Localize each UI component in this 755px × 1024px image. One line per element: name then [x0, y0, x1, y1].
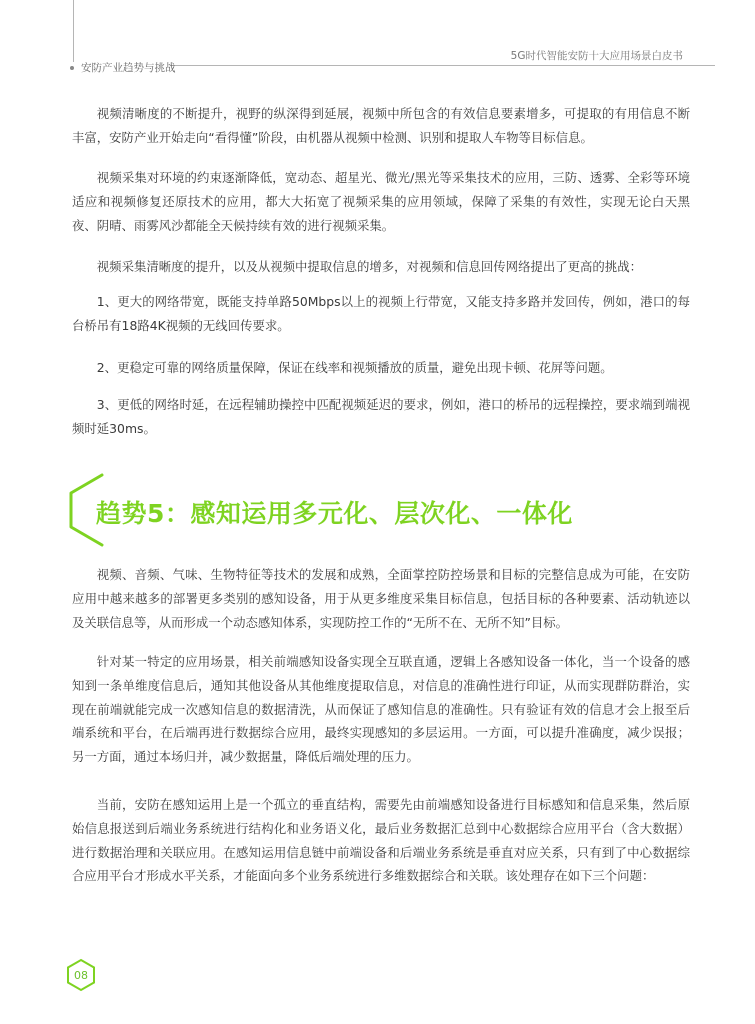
document-title: 5G时代智能安防十大应用场景白皮书 [510, 50, 683, 62]
body-paragraph: 针对某一特定的应用场景，相关前端感知设备实现全互联直通，逻辑上各感知设备一体化，当一个设备的感知到一条单维度信息后，通知其他设备从其他维度提取信息，对信息的准确性进行印证，从而实现群防群治，实现在前端就能完成一次感知信息的数据清洗，从而保证了感知信息的准确性。只有验证有效的信息才会上报至后端系统和平台，在后端再进行数据综合应用，最终实现感知的多层运用。一方面，可以提升准确度，减少误报；另一方面，通过本场归并，减少数据量，降低后端处理的压力。 [72, 654, 690, 765]
list-item: 2、更稳定可靠的网络质量保障，保证在线率和视频播放的质量，避免出现卡顿、花屏等问题。 [96, 360, 613, 375]
body-paragraph: 视频采集对环境的约束逐渐降低，宽动态、超星光、微光/黑光等采集技术的应用，三防、透雾、全彩等环境适应和视频修复还原技术的应用，都大大拓宽了视频采集的应用领域，保障了采集的有效性，实现无论白天黑夜、阴晴、雨雾风沙都能全天候持续有效的进行视频采集。 [72, 170, 690, 233]
body-paragraph: 视频采集清晰度的提升，以及从视频中提取信息的增多，对视频和信息回传网络提出了更高的挑战： [96, 259, 642, 274]
header-rule [170, 65, 715, 66]
body-paragraph: 当前，安防在感知运用上是一个孤立的垂直结构，需要先由前端感知设备进行目标感知和信息采集，然后原始信息报送到后端业务系统进行结构化和业务语义化，最后业务数据汇总到中心数据综合应用平台（含大数据）进行数据治理和关联应用。在感知运用信息链中前端设备和后端业务系统是垂直对应关系，只有到了中心数据综合应用平台才形成水平关系，才能面向多个业务系统进行多维数据综合和关联。该处理存在如下三个问题： [72, 797, 690, 884]
header-vertical-rule [73, 0, 74, 62]
list-item: 1、更大的网络带宽，既能支持单路50Mbps以上的视频上行带宽，又能支持多路并发回传，例如，港口的每台桥吊有18路4K视频的无线回传要求。 [72, 294, 690, 333]
body-paragraph: 视频、音频、气味、生物特征等技术的发展和成熟，全面掌控防控场景和目标的完整信息成为可能，在安防应用中越来越多的部署更多类别的感知设备，用于从更多维度采集目标信息，包括目标的各种要素、活动轨迹以及关联信息等，从而形成一个动态感知体系，实现防控工作的“无所不在、无所不知”目标。 [72, 567, 690, 630]
section-header [70, 60, 176, 75]
body-paragraph: 视频清晰度的不断提升，视野的纵深得到延展，视频中所包含的有效信息要素增多，可提取的有用信息不断丰富，安防产业开始走向“看得懂”阶段，由机器从视频中检测、识别和提取人车物等目标信息。 [72, 106, 690, 145]
list-item: 3、更低的网络时延，在远程辅助操控中匹配视频延迟的要求，例如，港口的桥吊的远程操控，要求端到端视频时延30ms。 [72, 397, 690, 436]
section-label: 安防产业趋势与挑战 [81, 62, 176, 74]
trend-heading: 趋势5：感知运用多元化、层次化、一体化 [96, 499, 573, 528]
bullet-dot-icon [70, 66, 74, 70]
page-number: 08 [74, 968, 88, 982]
